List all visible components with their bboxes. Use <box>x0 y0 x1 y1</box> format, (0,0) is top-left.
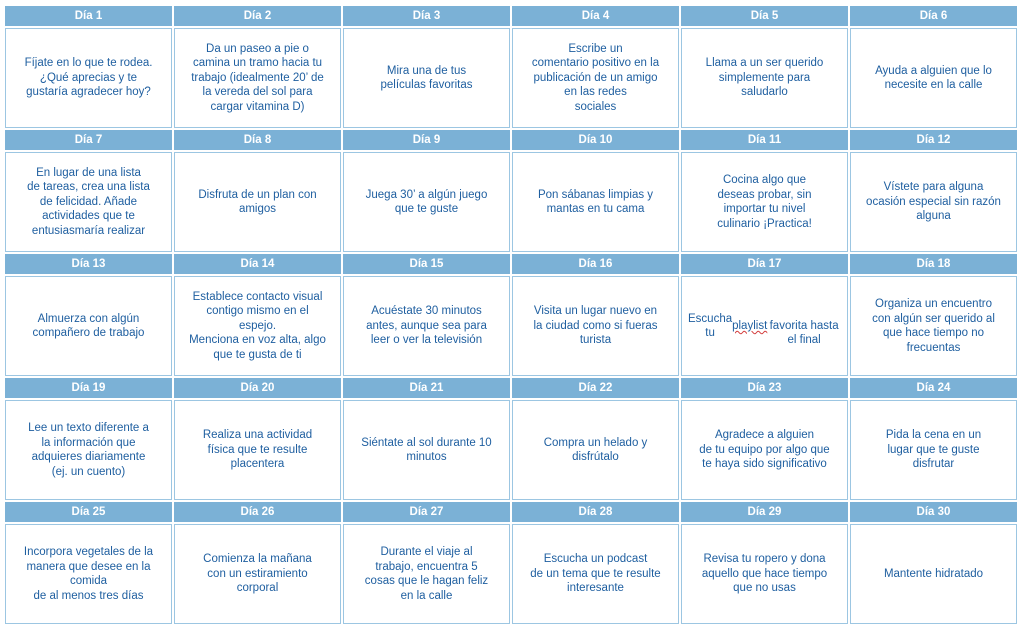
day-header: Día 19 <box>5 378 172 398</box>
day-header: Día 5 <box>681 6 848 26</box>
day-header: Día 16 <box>512 254 679 274</box>
day-activity: Mira una de tus películas favoritas <box>343 28 510 128</box>
day-header: Día 20 <box>174 378 341 398</box>
day-header: Día 15 <box>343 254 510 274</box>
day-header: Día 11 <box>681 130 848 150</box>
day-header: Día 13 <box>5 254 172 274</box>
day-activity: En lugar de una lista de tareas, crea una lista de felicidad. Añade actividades que te entusiasmaría realizar <box>5 152 172 252</box>
day-header: Día 23 <box>681 378 848 398</box>
day-activity: Compra un helado y disfrútalo <box>512 400 679 500</box>
day-activity: Escribe un comentario positivo en la publicación de un amigo en las redes sociales <box>512 28 679 128</box>
day-header: Día 17 <box>681 254 848 274</box>
day-activity: Almuerza con algún compañero de trabajo <box>5 276 172 376</box>
day-header: Día 9 <box>343 130 510 150</box>
day-activity: Llama a un ser querido simplemente para saludarlo <box>681 28 848 128</box>
day-header: Día 12 <box>850 130 1017 150</box>
day-activity: Juega 30’ a algún juego que te guste <box>343 152 510 252</box>
day-header: Día 21 <box>343 378 510 398</box>
day-header: Día 30 <box>850 502 1017 522</box>
day-activity: Mantente hidratado <box>850 524 1017 624</box>
day-header: Día 26 <box>174 502 341 522</box>
day-activity: Revisa tu ropero y dona aquello que hace tiempo que no usas <box>681 524 848 624</box>
day-header: Día 27 <box>343 502 510 522</box>
day-header: Día 8 <box>174 130 341 150</box>
day-activity: Establece contacto visual contigo mismo en el espejo. Menciona en voz alta, algo que te gusta de ti <box>174 276 341 376</box>
day-header: Día 1 <box>5 6 172 26</box>
day-header: Día 18 <box>850 254 1017 274</box>
day-header: Día 7 <box>5 130 172 150</box>
day-header: Día 22 <box>512 378 679 398</box>
day-header: Día 6 <box>850 6 1017 26</box>
day-activity: Agradece a alguien de tu equipo por algo que te haya sido significativo <box>681 400 848 500</box>
day-header: Día 28 <box>512 502 679 522</box>
day-header: Día 3 <box>343 6 510 26</box>
day-activity: Ayuda a alguien que lo necesite en la calle <box>850 28 1017 128</box>
day-activity: Disfruta de un plan con amigos <box>174 152 341 252</box>
day-activity: Visita un lugar nuevo en la ciudad como si fueras turista <box>512 276 679 376</box>
day-header: Día 25 <box>5 502 172 522</box>
day-activity: Incorpora vegetales de la manera que desee en la comida de al menos tres días <box>5 524 172 624</box>
day-header: Día 2 <box>174 6 341 26</box>
day-activity: Organiza un encuentro con algún ser querido al que hace tiempo no frecuentas <box>850 276 1017 376</box>
day-activity: Fíjate en lo que te rodea. ¿Qué aprecias y te gustaría agradecer hoy? <box>5 28 172 128</box>
day-activity: Acuéstate 30 minutos antes, aunque sea para leer o ver la televisión <box>343 276 510 376</box>
day-activity: Escucha tu playlist favorita hasta el final <box>681 276 848 376</box>
challenge-calendar-grid <box>5 6 1017 621</box>
day-header: Día 10 <box>512 130 679 150</box>
day-activity: Escucha un podcast de un tema que te resulte interesante <box>512 524 679 624</box>
day-header: Día 24 <box>850 378 1017 398</box>
day-activity: Siéntate al sol durante 10 minutos <box>343 400 510 500</box>
day-activity: Lee un texto diferente a la información que adquieres diariamente (ej. un cuento) <box>5 400 172 500</box>
day-activity: Comienza la mañana con un estiramiento corporal <box>174 524 341 624</box>
day-activity: Pon sábanas limpias y mantas en tu cama <box>512 152 679 252</box>
day-header: Día 4 <box>512 6 679 26</box>
day-header: Día 14 <box>174 254 341 274</box>
day-header: Día 29 <box>681 502 848 522</box>
day-activity: Durante el viaje al trabajo, encuentra 5 cosas que le hagan feliz en la calle <box>343 524 510 624</box>
day-activity: Pida la cena en un lugar que te guste disfrutar <box>850 400 1017 500</box>
day-activity: Da un paseo a pie o camina un tramo hacia tu trabajo (idealmente 20’ de la vereda del sol para cargar vitamina D) <box>174 28 341 128</box>
day-activity: Cocina algo que deseas probar, sin importar tu nivel culinario ¡Practica! <box>681 152 848 252</box>
day-activity: Realiza una actividad física que te resulte placentera <box>174 400 341 500</box>
day-activity: Vístete para alguna ocasión especial sin razón alguna <box>850 152 1017 252</box>
